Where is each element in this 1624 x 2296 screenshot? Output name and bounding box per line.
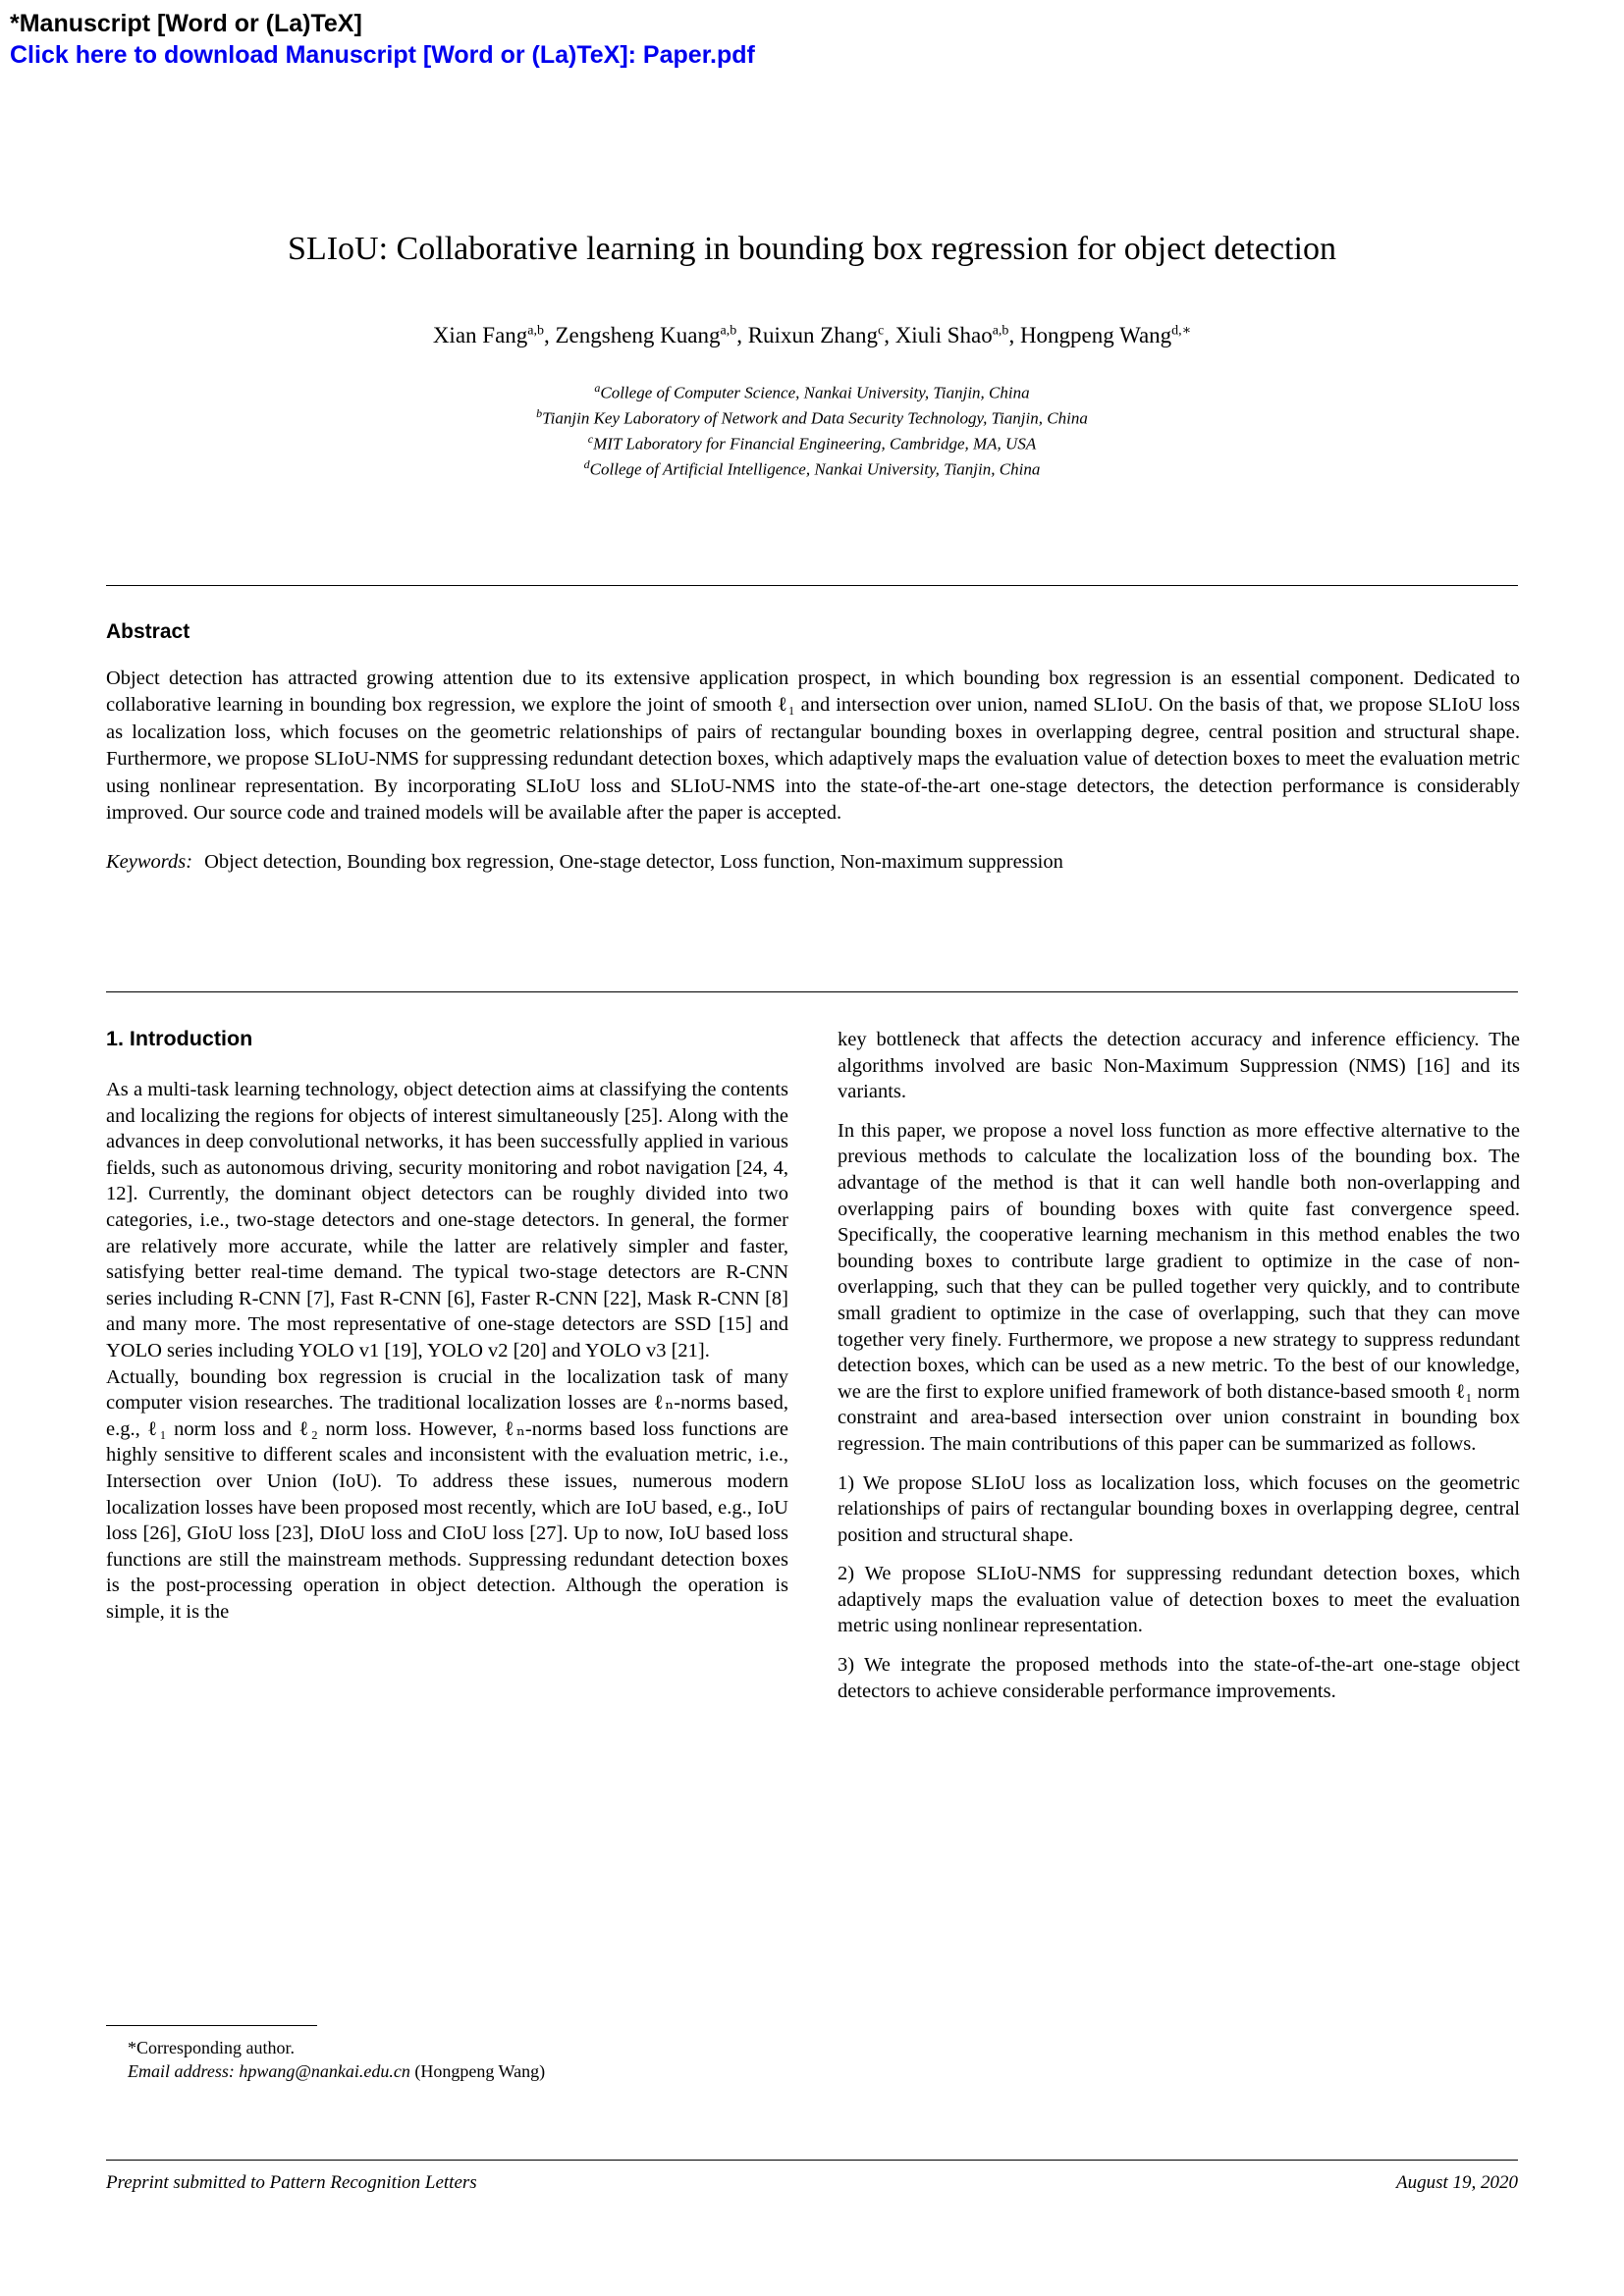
affiliation-text: College of Computer Science, Nankai University, Tianjin, China (600, 383, 1030, 402)
download-manuscript-link[interactable]: Click here to download Manuscript [Word or (La)TeX]: Paper.pdf (10, 41, 755, 69)
affiliation-item (0, 378, 1624, 403)
body-paragraph: As a multi-task learning technology, object detection aims at classifying the contents and localizing the regions for objects of interest simultaneously [25]. Along with the advances in deep convolutional networks, it has been successfully applied in various fields, such as autonomous driving, security monitoring and robot navigation [24, 4, 12]. Currently, the dominant object detectors can be roughly divided into two categories, i.e., two-stage detectors and one-stage detectors. In general, the former are relatively more accurate, while the latter are relatively simpler and faster, satisfying better real-time demand. The typical two-stage detectors are R-CNN series including R-CNN [7], Fast R-CNN [6], Faster R-CNN [22], Mask R-CNN [8] and many more. The most representative of one-stage detectors are SSD [15] and YOLO series including YOLO v1 [19], YOLO v2 [20] and YOLO v3 [21]. (106, 1079, 788, 1362)
author-entry: Hongpeng Wang$^{d,∗}$ (1019, 322, 1192, 347)
corresponding-author-note: *Corresponding author. (128, 2038, 295, 2057)
author-affiliation-marker: c (877, 323, 885, 338)
affiliation-text: Tianjin Key Laboratory of Network and Data Security Technology, Tianjin, China (542, 408, 1088, 428)
page-title: SLIoU: Collaborative learning in bounding box regression for object detection (288, 231, 1336, 267)
abstract-text: Object detection has attracted growing attention due to its extensive application prospect, in which bounding box regression is an essential component. Dedicated to collaborative learning in bounding box regression, we explore the joint of smooth ℓ₁ and intersection over union, named SLIoU. On the basis of that, we propose SLIoU loss as localization loss, which focuses on the geometric relationships of pairs of rectangular bounding boxes in overlapping degree, central position and structural shape. Furthermore, we propose SLIoU-NMS for suppressing redundant detection boxes, which adaptively maps the evaluation value of detection boxes to meet the evaluation metric using nonlinear representation. By incorporating SLIoU loss and SLIoU-NMS into the state-of-the-art one-stage detectors, the detection performance is considerably improved. Our source code and trained models will be available after the paper is accepted. (106, 667, 1520, 825)
abstract-heading: Abstract (106, 620, 190, 643)
affiliation-marker: d (583, 457, 590, 472)
contribution-item: 3) We integrate the proposed methods into the state-of-the-art one-stage object detectors to achieve considerable performance improvements. (838, 1654, 1520, 1702)
abstract-bottom-rule (106, 991, 1518, 992)
email-owner-name: (Hongpeng Wang) (414, 2061, 546, 2081)
body-column-left (106, 1027, 788, 1625)
email-value[interactable]: hpwang@nankai.edu.cn (239, 2061, 410, 2081)
body-column-right (838, 1027, 1520, 1704)
body-paragraph: In this paper, we propose a novel loss function as more effective alternative to the previous methods to calculate the localization loss of the bounding box. The advantage of the method is that it can well handle both non-overlapping and overlapping pairs of bounding boxes with quite fast convergence speed. Specifically, the cooperative learning mechanism in this method enables the two bounding boxes to contribute large gradient to optimize in the case of non-overlapping, such that they can be pulled together very quickly, and to contribute small gradient to optimize in the case of overlapping, such that they can move together very finely. Furthermore, we propose a new strategy to suppress redundant detection boxes, which can be used as a new metric. To the best of our knowledge, we are the first to explore unified framework of both distance-based smooth ℓ₁ norm constraint and area-based intersection over union constraint in bounding box regression. The main contributions of this paper can be summarized as follows. (838, 1119, 1520, 1455)
paper-frontmatter (0, 228, 1624, 480)
body-paragraph: key bottleneck that affects the detection accuracy and inference efficiency. The algorithms involved are basic Non-Maximum Suppression (NMS) [16] and its variants. (838, 1029, 1520, 1103)
manuscript-banner-title: *Manuscript [Word or (La)TeX] (10, 10, 362, 37)
affiliation-marker: c (587, 431, 594, 446)
abstract-block (106, 620, 1520, 876)
affiliation-marker: a (594, 380, 601, 395)
body-paragraph: Actually, bounding box regression is crucial in the localization task of many computer vision researches. The traditional localization losses are ℓₙ-norms based, e.g., ℓ₁ norm loss and ℓ₂ norm loss. However, ℓₙ-norms based loss functions are highly sensitive to different scales and inconsistent with the evaluation metric, i.e., Intersection over Union (IoU). To address these issues, numerous modern localization losses have been proposed most recently, which are IoU based, e.g., IoU loss [26], GIoU loss [23], DIoU loss and CIoU loss [27]. Up to now, IoU based loss functions are still the mainstream methods. Suppressing redundant detection boxes is the post-processing operation in object detection. Although the operation is simple, it is the (106, 1365, 788, 1623)
author-list (0, 316, 1624, 350)
keywords-label: Keywords: (106, 851, 193, 874)
author-affiliation-marker: a,b (992, 323, 1009, 338)
affiliation-text: College of Artificial Intelligence, Nankai University, Tianjin, China (589, 459, 1041, 479)
author-entry: Xiuli Shao$^{a,b}$, (894, 322, 1015, 347)
page-footer (106, 2172, 1518, 2194)
footnote-rule (106, 2025, 317, 2026)
abstract-top-rule (106, 585, 1518, 586)
email-label: Email address: (128, 2061, 235, 2081)
keywords-values: Object detection, Bounding box regression, One-stage detector, Loss function, Non-maximum suppression (204, 851, 1063, 874)
author-affiliation-marker: a,b (527, 323, 544, 338)
submission-date: August 19, 2020 (1395, 2172, 1518, 2193)
footer-rule (106, 2160, 1518, 2161)
author-affiliation-marker: d,∗ (1171, 323, 1192, 338)
author-entry: Xian Fang$^{a,b}$, (432, 322, 550, 347)
contribution-item: 2) We propose SLIoU-NMS for suppressing redundant detection boxes, which adaptively maps the evaluation value of detection boxes to meet the evaluation metric using nonlinear representation. (838, 1563, 1520, 1637)
affiliation-item (0, 429, 1624, 454)
email-address-note (106, 2059, 788, 2083)
preprint-note: Preprint submitted to Pattern Recognition Letters (106, 2172, 477, 2193)
keywords-line (106, 849, 1520, 876)
footnote-block (106, 2025, 788, 2083)
contribution-item: 1) We propose SLIoU loss as localization loss, which focuses on the geometric relationships of pairs of rectangular bounding boxes in overlapping degree, central position and structural shape. (838, 1471, 1520, 1546)
affiliation-text: MIT Laboratory for Financial Engineering, Cambridge, MA, USA (593, 434, 1037, 454)
affiliation-list (0, 378, 1624, 481)
affiliation-item (0, 454, 1624, 480)
author-affiliation-marker: a,b (720, 323, 737, 338)
author-entry: Ruixun Zhang$^c$, (747, 322, 890, 347)
author-entry: Zengsheng Kuang$^{a,b}$, (555, 322, 742, 347)
affiliation-marker: b (536, 405, 543, 420)
section-heading-introduction: 1. Introduction (106, 1027, 253, 1050)
affiliation-item (0, 403, 1624, 429)
